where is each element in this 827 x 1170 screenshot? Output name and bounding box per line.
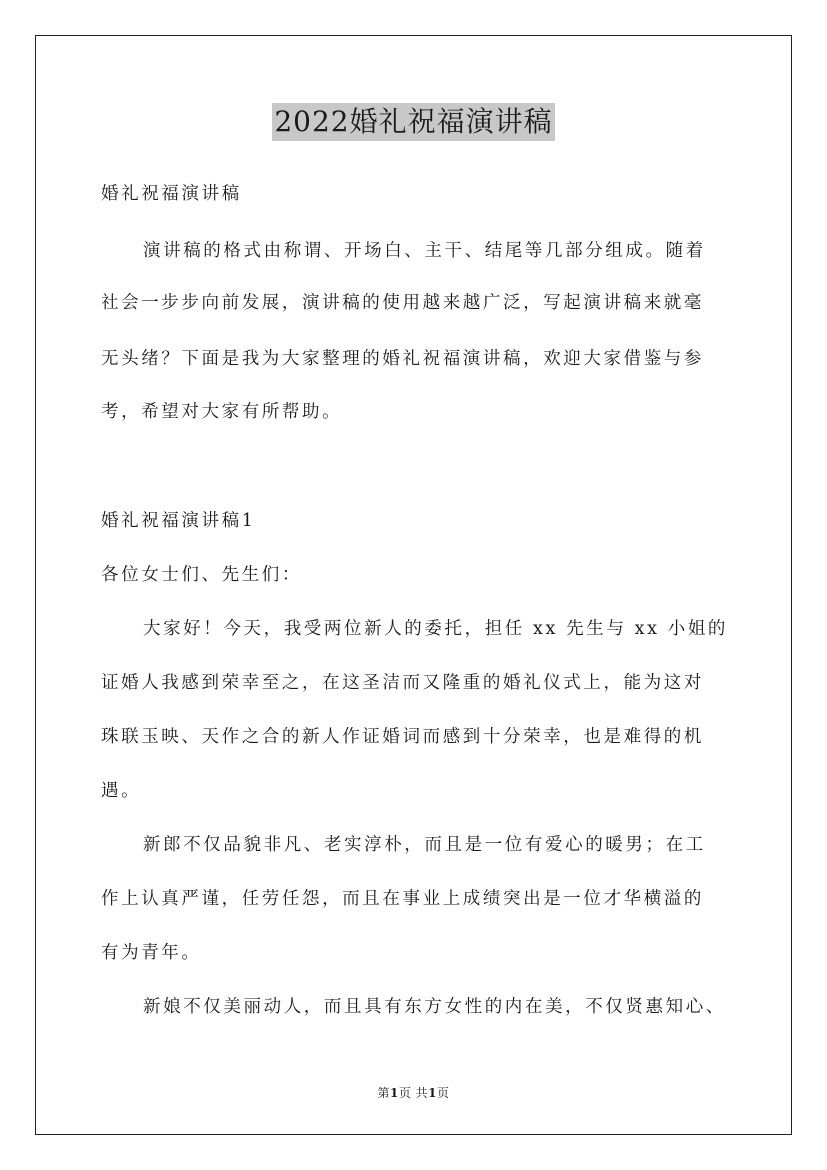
footer-page-total: 1 [428, 1086, 438, 1100]
para1-line-2: 证婚人我感到荣幸至之，在这圣洁而又隆重的婚礼仪式上，能为这对 [101, 673, 704, 693]
section-heading: 婚礼祝福演讲稿1 [101, 511, 256, 531]
para2-line-2: 作上认真严谨，任劳任怨，而且在事业上成绩突出是一位才华横溢的 [101, 889, 704, 909]
footer-suffix: 页 [437, 1086, 450, 1100]
para2-line-1: 新郎不仅品貌非凡、老实淳朴，而且是一位有爱心的暖男；在工 [143, 835, 706, 855]
intro-line-2: 社会一步步向前发展，演讲稿的使用越来越广泛，写起演讲稿来就毫 [101, 293, 704, 313]
para1-line-3: 珠联玉映、天作之合的新人作证婚词而感到十分荣幸，也是难得的机 [101, 727, 704, 747]
para1-line-1: 大家好！今天，我受两位新人的委托，担任 xx 先生与 xx 小姐的 [143, 619, 729, 639]
document-title: 2022婚礼祝福演讲稿 [272, 103, 554, 141]
salutation: 各位女士们、先生们： [101, 565, 302, 585]
para3-line-1: 新娘不仅美丽动人，而且具有东方女性的内在美，不仅贤惠知心、 [143, 997, 726, 1017]
intro-line-3: 无头绪？下面是我为大家整理的婚礼祝福演讲稿，欢迎大家借鉴与参 [101, 349, 704, 369]
para1-line-4: 遇。 [101, 781, 142, 801]
footer-mid: 页 共 [398, 1086, 429, 1100]
intro-line-1: 演讲稿的格式由称谓、开场白、主干、结尾等几部分组成。随着 [143, 241, 706, 261]
intro-line-4: 考，希望对大家有所帮助。 [101, 402, 343, 422]
para2-line-3: 有为青年。 [101, 943, 202, 963]
title-container [0, 103, 827, 141]
footer-page-current: 1 [389, 1086, 399, 1100]
page-footer [0, 1084, 827, 1101]
footer-prefix: 第 [377, 1086, 390, 1100]
subtitle: 婚礼祝福演讲稿 [101, 184, 242, 204]
